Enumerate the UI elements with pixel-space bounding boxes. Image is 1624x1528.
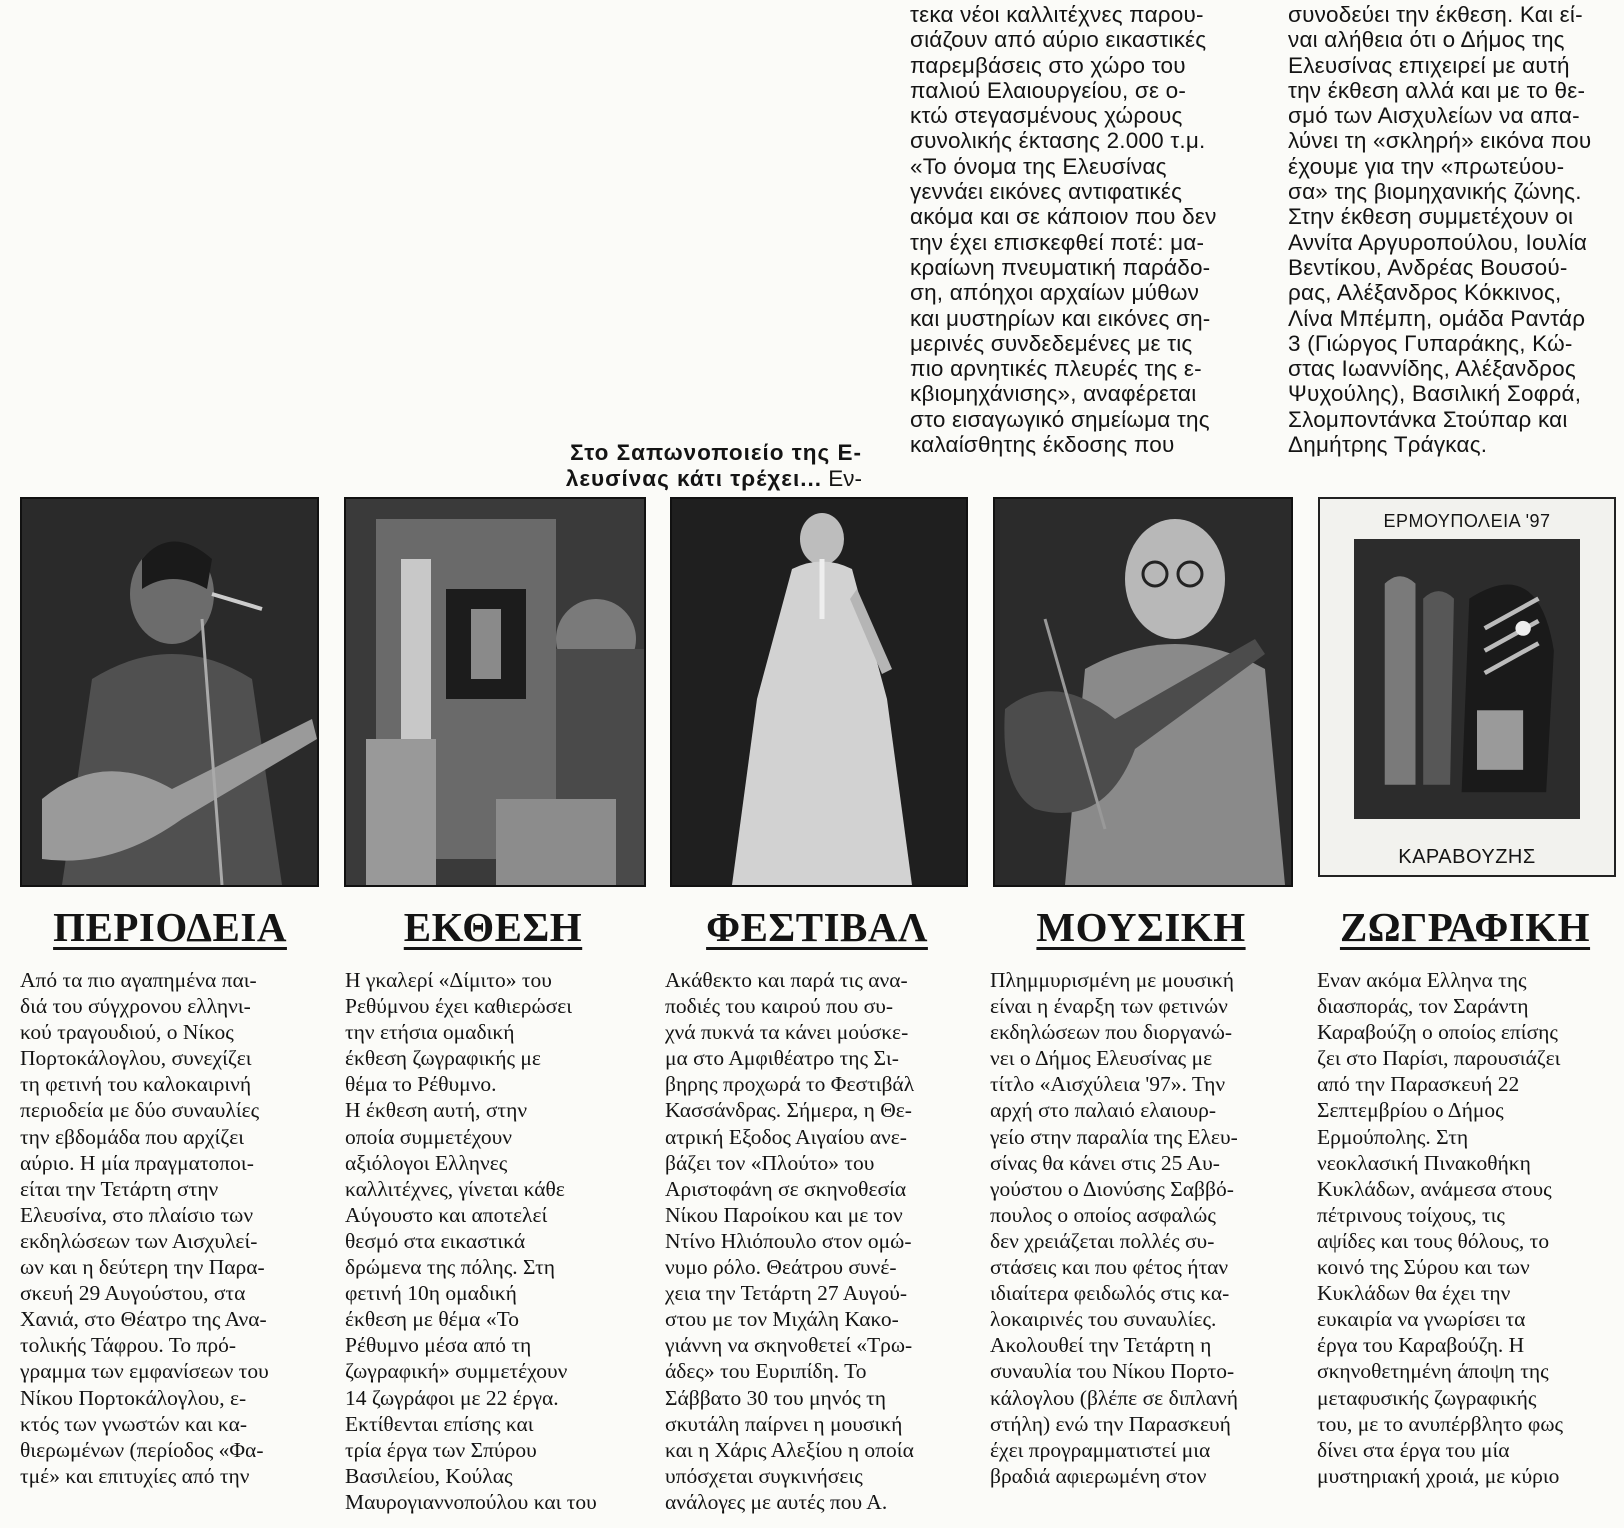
text-line: 14 ζωγράφοι με 22 έργα. (345, 1385, 559, 1410)
text-line: και μυστηρίων και εικόνες ση- (910, 305, 1211, 331)
text-line: γούστου ο Διονύσης Σαββό- (990, 1176, 1234, 1201)
text-line: Ρέθυμνο μέσα από τη (345, 1333, 532, 1358)
text-line: συνολικής έκτασης 2.000 τ.μ. (910, 128, 1206, 154)
text-line: Νίκου Παροίκου και με τον (665, 1202, 903, 1227)
text-line: Κυκλάδων, ανάμεσα στους (1317, 1176, 1552, 1201)
text-line: έκθεση ζωγραφικής με (345, 1046, 541, 1071)
text-line: εκδηλώσεων των Αισχυλεί- (20, 1228, 258, 1253)
text-line: εκδηλώσεων που διοργανώ- (990, 1020, 1233, 1045)
text-line: από την Παρασκευή 22 (1317, 1072, 1520, 1097)
text-line: Η γκαλερί «Δίμιτο» του (345, 968, 552, 992)
section-title-periodeia: ΠΕΡΙΟΔΕΙΑ (53, 904, 287, 950)
photo-singer-guitar (20, 497, 319, 887)
text-line: σιάζουν από αύριο εικαστικές (910, 27, 1207, 53)
text-line: βηρης προχωρά το Φεστιβάλ (665, 1072, 915, 1097)
text-line: Καραβούζη ο οποίος επίσης (1317, 1020, 1558, 1045)
text-line: στας Ιωαννίδης, Αλέξανδρος (1288, 356, 1576, 382)
text-line: 3 (Γιώργος Γυπαράκης, Κώ- (1288, 330, 1573, 356)
text-line: ζει στο Παρίσι, παρουσιάζει (1317, 1046, 1561, 1071)
text-line: Ρεθύμνου έχει καθιερώσει (345, 994, 573, 1019)
text-line: αύριο. Η μία πραγματοποι- (20, 1150, 254, 1175)
text-line: Βασιλείου, Κούλας (345, 1463, 513, 1488)
text-line: Σεπτεμβρίου ο Δήμος (1317, 1098, 1504, 1123)
text-line: Αύγουστο και αποτελεί (345, 1202, 548, 1227)
text-line: καλλιτέχνες, γίνεται κάθε (345, 1176, 565, 1201)
text-line: κραίωνη πνευματική παράδο- (910, 254, 1211, 280)
text-line: μερινές συνδεδεμένες με τις (910, 330, 1193, 356)
text-line: καλαίσθητης έκδοσης που (910, 432, 1175, 458)
text-line: Αριστοφάνη σε σκηνοθεσία (665, 1176, 907, 1201)
text-line: Ελευσίνα, στο πλαίσιο των (20, 1202, 254, 1227)
text-line: δρώμενα της πόλης. Στη (345, 1255, 556, 1280)
text-line: λύνει τη «σκληρή» εικόνα που (1288, 128, 1592, 154)
photo-singer-stage (670, 497, 968, 887)
text-line: Σάββατο 30 του μηνός τη (665, 1385, 886, 1410)
text-line: Ψυχούλης), Βασιλική Σοφρά, (1288, 381, 1582, 407)
photo-painting-window (344, 497, 646, 887)
text-line: τίτλο «Αισχύλεια '97». Την (990, 1072, 1226, 1097)
lead-line-2 (500, 466, 862, 492)
text-line: μυστηριακή χροιά, με κύριο (1317, 1463, 1560, 1488)
text-line: κοινό της Σύρου και των (1317, 1255, 1530, 1280)
text-line: στήλη) ενώ την Παρασκευή (990, 1411, 1231, 1436)
text-line: νεοκλασική Πινακοθήκη (1317, 1150, 1531, 1175)
text-line: τη φετινή του καλοκαιρινή (20, 1072, 252, 1097)
text-line: Κυκλάδων θα έχει την (1317, 1281, 1511, 1306)
section-body-zografiki (1317, 967, 1607, 1523)
text-line: γραμμα των εμφανίσεων του (20, 1359, 269, 1384)
text-line: άδες» του Ευριπίδη. Το (665, 1359, 867, 1384)
photo-musician-guitar (993, 497, 1293, 887)
text-line: έκθεση με θέμα «Το (345, 1307, 519, 1332)
section-body-periodeia (20, 967, 310, 1523)
text-line: Λίνα Μπέμπη, ομάδα Ραντάρ (1288, 305, 1586, 331)
text-line: ζωγραφική» συμμετέχουν (345, 1359, 568, 1384)
text-line: Βεντίκου, Ανδρέας Βουσού- (1288, 254, 1568, 280)
section-body-mousiki (990, 967, 1280, 1523)
text-line: σμό των Αισχυλείων να απα- (1288, 103, 1580, 129)
text-line: οποία συμμετέχουν (345, 1124, 512, 1149)
text-line: ρας, Αλέξανδρος Κόκκινος, (1288, 280, 1562, 306)
text-line: ακόμα και σε κάποιον που δεν (910, 204, 1217, 230)
text-line: νυμο ρόλο. Θεάτρου συνέ- (665, 1255, 897, 1280)
article-column-top-left (910, 2, 1235, 457)
text-line: την έχει επισκεφθεί ποτέ: μα- (910, 229, 1205, 255)
section-title-ekthesi: ΕΚΘΕΣΗ (403, 904, 583, 950)
text-line: θιερωμένων (περίοδος «Φα- (20, 1437, 264, 1462)
text-line: διασποράς, τον Σαράντη (1317, 994, 1529, 1019)
text-line: Ακάθεκτο και παρά τις ανα- (665, 968, 908, 992)
text-line: γεννάει εικόνες αντιφατικές (910, 179, 1183, 205)
text-line: ιδιαίτερα φειδωλός στις κα- (990, 1281, 1230, 1306)
text-line: Δημήτρης Τράγκας. (1288, 432, 1488, 458)
text-line: μεταφυσικής ζωγραφικής (1317, 1385, 1537, 1410)
text-line: φετινή 10η ομαδική (345, 1281, 517, 1306)
text-line: υπόσχεται συγκινήσεις (665, 1463, 863, 1488)
text-line: στου με τον Μιχάλη Κακο- (665, 1307, 899, 1332)
text-line: ατρική Εξοδος Αιγαίου ανε- (665, 1124, 907, 1149)
text-line: και η Χάρις Αλεξίου η οποία (665, 1437, 914, 1462)
text-line: δίνει στα έργα του μία (1317, 1437, 1510, 1462)
text-line: θέμα το Ρέθυμνο. (345, 1072, 497, 1097)
text-line: ση, απόηχοι αρχαίων μύθων (910, 280, 1200, 306)
text-line: συναυλία του Νίκου Πορτο- (990, 1359, 1235, 1384)
section-title-zografiki: ΖΩΓΡΑΦΙΚΗ (1339, 904, 1591, 950)
section-body-ekthesi (345, 967, 615, 1523)
text-line: ων και η δεύτερη την Παρα- (20, 1255, 265, 1280)
text-line: του, με το ανυπέρβλητο φως (1317, 1411, 1563, 1436)
text-line: σκηνοθετημένη άποψη της (1317, 1359, 1549, 1384)
text-line: Ερμούπολης. Στη (1317, 1124, 1469, 1149)
photo-painting-karavouzis (1318, 497, 1616, 877)
article-column-top-right (1288, 2, 1613, 457)
text-line: γείο στην παραλία της Ελευ- (990, 1124, 1238, 1149)
text-line: είται την Τετάρτη στην (20, 1176, 219, 1201)
text-line: διά του σύγχρονου ελληνι- (20, 994, 251, 1019)
text-line: πέτρινους τοίχους, τις (1317, 1202, 1505, 1227)
text-line: σκυτάλη παίρνει η μουσική (665, 1411, 903, 1436)
text-line: βραδιά αφιερωμένη στον (990, 1463, 1207, 1488)
section-body-festival (665, 967, 960, 1523)
text-line: είναι η έναρξη των φετινών (990, 994, 1228, 1019)
text-line: έχει προγραμματιστεί μια (990, 1437, 1211, 1462)
text-line: Ακολουθεί την Τετάρτη η (990, 1333, 1212, 1358)
text-line: «Το όνομα της Ελευσίνας (910, 153, 1167, 179)
text-line: ποδιές του καιρού που συ- (665, 994, 894, 1019)
text-line: Μαυρογιαννοπούλου και του (345, 1489, 597, 1514)
text-line: σκευή 29 Αυγούστου, στα (20, 1281, 246, 1306)
text-line: σα» της βιομηχανικής ζώνης. (1288, 179, 1582, 205)
text-line: τεκα νέοι καλλιτέχνες παρου- (910, 2, 1204, 27)
text-line: Σλομποντάνκα Στούπαρ και (1288, 406, 1568, 432)
text-line: Πλημμυρισμένη με μουσική (990, 968, 1235, 992)
text-line: αψίδες και τους θόλους, το (1317, 1228, 1550, 1253)
text-line: Ντίνο Ηλιόπουλο στον ομώ- (665, 1228, 912, 1253)
text-line: περιοδεία με δύο συναυλίες (20, 1098, 260, 1123)
photo-caption-top: ΕΡΜΟΥΠΟΛΕΙΑ '97 (1383, 511, 1551, 531)
text-line: δεν χρειάζεται πολλές συ- (990, 1228, 1215, 1253)
text-line: θεσμό στα εικαστικά (345, 1228, 526, 1253)
text-line: μα στο Αμφιθέατρο της Σι- (665, 1046, 899, 1071)
text-line: αξιόλογοι Ελληνες (345, 1150, 508, 1175)
text-line: Από τα πιο αγαπημένα παι- (20, 968, 257, 992)
photo-caption-bottom: ΚΑΡΑΒΟΥΖΗΣ (1398, 846, 1536, 868)
text-line: Χανιά, στο Θέατρο της Ανα- (20, 1307, 267, 1332)
lead-line-2-rest: Εν- (821, 466, 862, 491)
text-line: Πορτοκάλογλου, συνεχίζει (20, 1046, 252, 1071)
text-line: σίνας θα κάνει στις 25 Αυ- (990, 1150, 1220, 1175)
text-line: αρχή στο παλαιό ελαιουρ- (990, 1098, 1217, 1123)
section-title-festival: ΦΕΣΤΙΒΑΛ (706, 904, 928, 950)
section-title-mousiki: ΜΟΥΣΙΚΗ (1036, 904, 1246, 950)
text-line: την έκθεση αλλά και με το θε- (1288, 77, 1586, 103)
text-line: συνοδεύει την έκθεση. Και εί- (1288, 2, 1583, 27)
text-line: κού τραγουδιού, ο Νίκος (20, 1020, 234, 1045)
text-line: τολικής Τάφρου. Το πρό- (20, 1333, 236, 1358)
lead-line-1: Στο Σαπωνοποιείο της Ε- (570, 440, 862, 465)
text-line: Κασσάνδρας. Σήμερα, η Θε- (665, 1098, 912, 1123)
article-lead (500, 440, 862, 492)
text-line: κάλογλου (βλέπε σε διπλανή (990, 1385, 1239, 1410)
text-line: ανάλογες με αυτές που Α. (665, 1489, 888, 1514)
text-line: ναι αλήθεια ότι ο Δήμος της (1288, 27, 1565, 53)
text-line: βάζει τον «Πλούτο» του (665, 1150, 875, 1175)
text-line: τρία έργα των Σπύρου (345, 1437, 537, 1462)
text-line: λοκαιρινές του συναυλίες. (990, 1307, 1217, 1332)
text-line: την εβδομάδα που αρχίζει (20, 1124, 245, 1149)
text-line: πιο αρνητικές πλευρές της ε- (910, 356, 1202, 382)
text-line: νει ο Δήμος Ελευσίνας με (990, 1046, 1213, 1071)
text-line: χεια την Τετάρτη 27 Αυγού- (665, 1281, 908, 1306)
text-line: Ελευσίνας επιχειρεί με αυτή (1288, 52, 1570, 78)
text-line: χνά πυκνά τα κάνει μούσκε- (665, 1020, 909, 1045)
text-line: ευκαιρία να γνωρίσει τα (1317, 1307, 1526, 1332)
text-line: Νίκου Πορτοκάλογλου, ε- (20, 1385, 247, 1410)
text-line: στάσεις και που φέτος ήταν (990, 1255, 1229, 1280)
text-line: παλιού Ελαιουργείου, σε ο- (910, 77, 1187, 103)
text-line: τμέ» και επιτυχίες από την (20, 1463, 250, 1488)
text-line: έργα του Καραβούζη. Η (1317, 1333, 1525, 1358)
text-line: την ετήσια ομαδική (345, 1020, 515, 1045)
text-line: στο εισαγωγικό σημείωμα της (910, 406, 1210, 432)
text-line: Αννίτα Αργυροπούλου, Ιουλία (1288, 229, 1588, 255)
text-line: κτός των γνωστών και κα- (20, 1411, 247, 1436)
lead-line-2-bold: λευσίνας κάτι τρέχει... (565, 466, 822, 491)
text-line: Εκτίθενται επίσης και (345, 1411, 534, 1436)
text-line: κτώ στεγασμένους χώρους (910, 103, 1183, 129)
text-line: Εναν ακόμα Ελληνα της (1317, 968, 1527, 992)
text-line: πουλος ο οποίος ασφαλώς (990, 1202, 1216, 1227)
text-line: Η έκθεση αυτή, στην (345, 1098, 528, 1123)
text-line: κβιομηχάνισης», αναφέρεται (910, 381, 1197, 407)
text-line: Στην έκθεση συμμετέχουν οι (1288, 204, 1574, 230)
text-line: έχουμε για την «πρωτεύου- (1288, 153, 1565, 179)
text-line: γιάννη να σκηνοθετεί «Τρω- (665, 1333, 913, 1358)
text-line: παρεμβάσεις στο χώρο του (910, 52, 1186, 78)
